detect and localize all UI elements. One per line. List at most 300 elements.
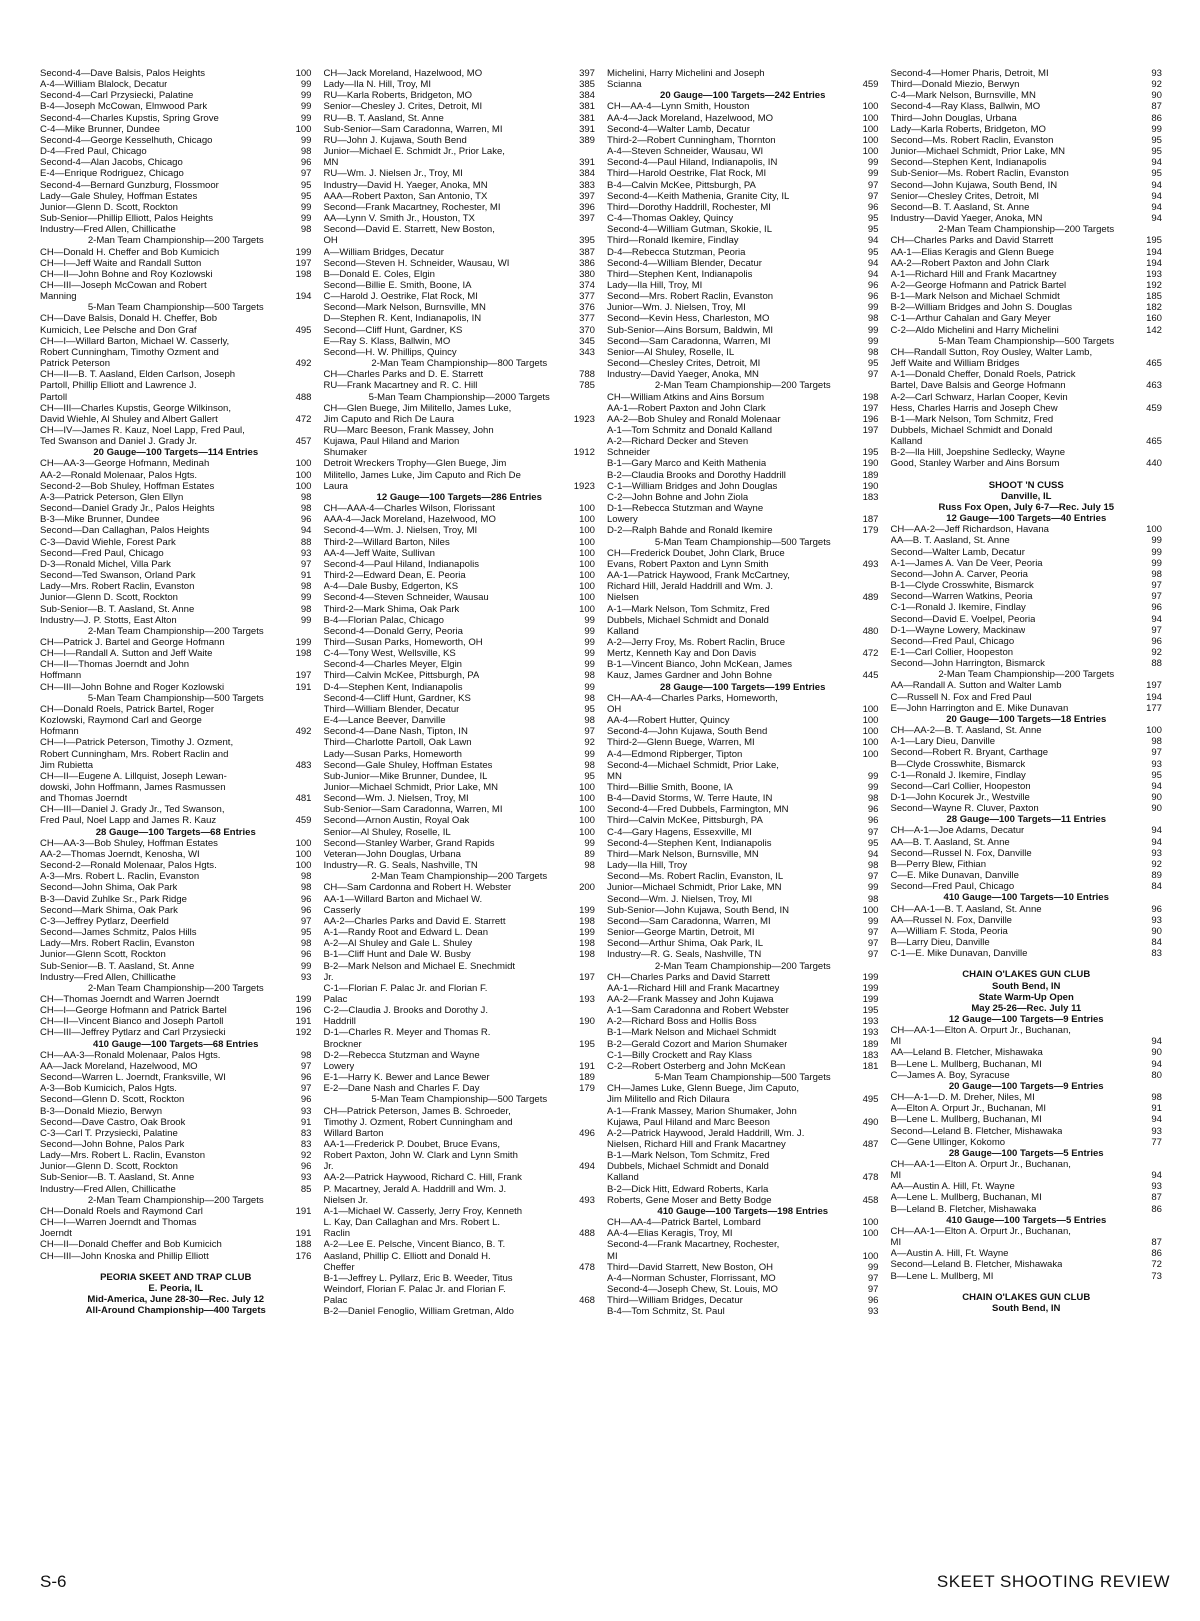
result-entry: AA—Austin A. Hill, Ft. Wayne bbox=[890, 1181, 1015, 1193]
result-entry: AA-4—Robert Hutter, Quincy bbox=[607, 715, 730, 727]
result-row bbox=[607, 514, 879, 525]
result-row bbox=[607, 1094, 879, 1105]
result-row bbox=[40, 224, 312, 235]
result-entry: Sub-Senior—John Kujawa, South Bend, IN bbox=[607, 904, 790, 916]
result-score: 97 bbox=[300, 1060, 312, 1072]
result-score: 345 bbox=[579, 335, 595, 347]
result-score: 93 bbox=[1151, 68, 1162, 79]
result-row bbox=[607, 269, 879, 280]
result-score: 88 bbox=[1151, 658, 1162, 670]
result-entry: E-4—Lance Beever, Danville bbox=[323, 715, 446, 727]
result-entry: C-1—E. Mike Dunavan, Danville bbox=[890, 948, 1028, 960]
result-row bbox=[40, 882, 312, 893]
result-score: 377 bbox=[579, 313, 595, 325]
result-score: 96 bbox=[300, 904, 312, 916]
result-score: 99 bbox=[867, 1261, 879, 1273]
result-row bbox=[40, 135, 312, 146]
event-heading: 410 Gauge—100 Targets—5 Entries bbox=[946, 1214, 1107, 1226]
result-row bbox=[891, 1103, 1163, 1114]
result-score: 94 bbox=[1151, 201, 1162, 213]
result-entry: A-3—Patrick Peterson, Glen Ellyn bbox=[40, 491, 184, 503]
result-text-line: CH—AA-4—Charles Parks, Homeworth, bbox=[607, 692, 778, 704]
result-score: 493 bbox=[579, 1194, 595, 1206]
result-score: 100 bbox=[862, 101, 879, 113]
result-entry: Kalland bbox=[607, 625, 639, 637]
result-score: 84 bbox=[1151, 881, 1162, 893]
result-text-line: P. Macartney, Jerald A. Haddrill and Wm. J. bbox=[323, 1183, 507, 1195]
result-entry: Sub-Senior—B. T. Aasland, St. Anne bbox=[40, 960, 195, 972]
result-text-line: L. Kay, Dan Callaghan and Mrs. Robert L. bbox=[323, 1217, 501, 1229]
result-row bbox=[607, 916, 879, 927]
result-row bbox=[40, 849, 312, 860]
result-entry: Third—John Douglas, Urbana bbox=[890, 112, 1017, 124]
result-entry: B-1—Gary Marco and Keith Mathenia bbox=[607, 458, 767, 470]
result-score: 95 bbox=[300, 190, 312, 202]
result-row bbox=[891, 580, 1163, 591]
result-row bbox=[40, 1061, 312, 1072]
result-entry: Third—Harold Oestrike, Flat Rock, MI bbox=[607, 168, 767, 180]
result-entry: Lowery bbox=[323, 1060, 355, 1072]
result-score: 199 bbox=[579, 904, 595, 916]
result-row bbox=[324, 503, 596, 514]
result-entry: CH—III—John Knoska and Phillip Elliott bbox=[40, 1250, 209, 1262]
result-row bbox=[324, 380, 596, 391]
result-entry: CH—AA-1—B. T. Aasland, St. Anne bbox=[890, 903, 1042, 915]
result-row bbox=[324, 637, 596, 648]
result-entry: Third—Dorothy Haddrill, Rochester, MI bbox=[607, 201, 771, 213]
result-row bbox=[40, 258, 312, 269]
result-entry: AA—B. T. Aasland, St. Anne bbox=[890, 535, 1010, 547]
result-entry: RU—John J. Kujawa, South Bend bbox=[323, 134, 467, 146]
result-entry: CH—Charles Parks and David Starrett bbox=[607, 971, 770, 983]
result-score: 92 bbox=[1151, 858, 1162, 870]
result-score: 191 bbox=[295, 1016, 312, 1028]
result-row bbox=[324, 514, 596, 525]
result-row bbox=[40, 670, 312, 681]
result-text-line: AA-1—Willard Barton and Michael W. bbox=[323, 893, 483, 905]
result-entry: Cheffer bbox=[323, 1261, 355, 1273]
result-text-line: Second—David E. Starrett, New Boston, bbox=[323, 224, 495, 236]
result-row bbox=[40, 938, 312, 949]
result-score: 343 bbox=[579, 346, 595, 358]
result-entry: Second—Mark Shima, Oak Park bbox=[40, 904, 178, 916]
result-entry: A-2—Al Shuley and Gale L. Shuley bbox=[323, 938, 473, 950]
result-entry: Second-4—Fred Dubbels, Farmington, MN bbox=[607, 804, 789, 816]
result-text-line: Detroit Wreckers Trophy—Glen Buege, Jim bbox=[323, 458, 507, 470]
result-row bbox=[40, 860, 312, 871]
result-text-line: A-2—Lee E. Pelsche, Vincent Bianco, B. T. bbox=[323, 1239, 506, 1251]
column-2 bbox=[324, 68, 596, 1548]
result-score: 95 bbox=[867, 213, 879, 225]
result-row bbox=[607, 291, 879, 302]
result-row bbox=[891, 280, 1163, 291]
result-row bbox=[324, 916, 596, 927]
result-entry: Second-4—Homer Pharis, Detroit, MI bbox=[890, 68, 1049, 79]
result-text-line: CH—AA-1—Elton A. Orpurt Jr., Buchanan, bbox=[890, 1225, 1071, 1237]
result-entry: C-4—Thomas Oakley, Quincy bbox=[607, 213, 734, 225]
result-entry: Second—Fred Paul, Chicago bbox=[890, 635, 1015, 647]
result-text-line: CH—Donald Roels, Patrick Bartel, Roger bbox=[40, 703, 215, 715]
result-row bbox=[891, 458, 1163, 469]
result-score: 96 bbox=[867, 1295, 879, 1307]
result-entry: A-1—Lary Dieu, Danville bbox=[890, 736, 996, 748]
result-entry: Second-4—Dane Nash, Tipton, IN bbox=[323, 726, 468, 738]
result-score: 100 bbox=[295, 480, 312, 492]
result-row bbox=[607, 458, 879, 469]
result-entry: Second—Warren Watkins, Peoria bbox=[890, 591, 1033, 603]
result-row bbox=[891, 1114, 1163, 1125]
result-entry: Second-4—Bernard Gunzburg, Flossmoor bbox=[40, 179, 219, 191]
result-score: 98 bbox=[300, 882, 312, 894]
event-heading: Mid-America, June 28-30—Rec. July 12 bbox=[87, 1294, 265, 1306]
result-row bbox=[607, 1217, 879, 1228]
result-score: 97 bbox=[1151, 580, 1162, 592]
result-score: 99 bbox=[584, 837, 595, 849]
result-entry: RU—Frank Macartney and R. C. Hill bbox=[323, 380, 478, 392]
result-text-line: CH—III—Joseph McCowan and Robert bbox=[40, 279, 207, 291]
result-score: 90 bbox=[1151, 792, 1162, 803]
result-row bbox=[324, 972, 596, 983]
result-entry: Second—John Kujawa, South Bend, IN bbox=[890, 179, 1058, 191]
result-row bbox=[607, 414, 879, 425]
result-entry: Second—Leland B. Fletcher, Mishawaka bbox=[890, 1259, 1063, 1271]
result-row bbox=[324, 525, 596, 536]
result-score: 100 bbox=[295, 837, 312, 849]
result-row bbox=[40, 905, 312, 916]
result-score: 97 bbox=[300, 915, 312, 927]
result-score: 1912 bbox=[573, 447, 595, 459]
result-row bbox=[607, 336, 879, 347]
result-row bbox=[40, 392, 312, 403]
result-score: 77 bbox=[1151, 1136, 1162, 1148]
result-row bbox=[40, 604, 312, 615]
result-score: 94 bbox=[1151, 179, 1162, 191]
result-score: 190 bbox=[862, 480, 879, 492]
result-score: 97 bbox=[867, 871, 879, 883]
result-row bbox=[891, 881, 1163, 892]
result-score: 94 bbox=[1151, 1036, 1162, 1048]
result-entry: C-1—Arthur Cahalan and Gary Meyer bbox=[890, 313, 1051, 325]
result-entry: B—Perry Blew, Fithian bbox=[890, 858, 987, 870]
result-entry: Second—Leland B. Fletcher, Mishawaka bbox=[890, 1125, 1063, 1137]
result-row bbox=[891, 747, 1163, 758]
result-score: 98 bbox=[867, 313, 879, 325]
result-text-line: AA-1—Patrick Haywood, Frank McCartney, bbox=[607, 570, 790, 582]
result-row bbox=[40, 1150, 312, 1161]
result-entry: Mertz, Kenneth Kay and Don Davis bbox=[607, 648, 757, 660]
result-row bbox=[324, 771, 596, 782]
result-row bbox=[40, 157, 312, 168]
result-score: 189 bbox=[579, 1072, 595, 1084]
result-score: 98 bbox=[1151, 736, 1162, 748]
result-entry: B—Larry Dieu, Danville bbox=[890, 937, 990, 949]
result-text-line: A-1—Mark Nelson, Tom Schmitz, Fred bbox=[607, 603, 770, 615]
result-entry: Second—Ms. Robert Raclin, Evanston, IL bbox=[607, 871, 784, 883]
result-entry: Senior—Al Shuley, Roselle, IL bbox=[607, 346, 735, 358]
result-entry: Second-4—George Kesselhuth, Chicago bbox=[40, 134, 213, 146]
result-row bbox=[324, 1072, 596, 1083]
result-entry: D-3—Ronald Michel, Villa Park bbox=[40, 558, 171, 570]
result-score: 100 bbox=[1146, 725, 1162, 737]
result-score: 100 bbox=[579, 581, 595, 593]
result-entry: Second-4—William Blender, Decatur bbox=[607, 257, 762, 269]
result-row bbox=[891, 380, 1163, 391]
result-text-line: Weindorf, Florian F. Palac Jr. and Florian F. bbox=[323, 1284, 506, 1296]
result-row bbox=[891, 781, 1163, 792]
result-entry: Lady—Ila Hill, Troy bbox=[607, 860, 688, 872]
club-heading: CHAIN O'LAKES GUN CLUB bbox=[962, 969, 1091, 981]
result-score: 396 bbox=[579, 201, 595, 213]
result-entry: AA-2—Robert Paxton and John Clark bbox=[890, 257, 1050, 269]
result-score: 478 bbox=[862, 1172, 879, 1184]
result-score: 181 bbox=[862, 1060, 879, 1072]
result-row bbox=[607, 972, 879, 983]
result-score: 99 bbox=[867, 324, 879, 336]
result-score: 95 bbox=[300, 179, 312, 191]
result-entry: Second—Mark Nelson, Burnsville, MN bbox=[323, 302, 486, 314]
result-score: 92 bbox=[300, 1150, 312, 1162]
result-row bbox=[607, 559, 879, 570]
result-row bbox=[40, 1005, 312, 1016]
result-entry: A-1—Tom Schmitz and Donald Kalland bbox=[607, 425, 773, 436]
result-entry: B-4—Calvin McKee, Pittsburgh, PA bbox=[607, 179, 756, 191]
result-score: 80 bbox=[1151, 1069, 1162, 1081]
result-score: 788 bbox=[579, 369, 595, 381]
result-score: 384 bbox=[579, 168, 595, 180]
result-row bbox=[891, 90, 1163, 101]
result-entry: CH—Thomas Joerndt and Warren Joerndt bbox=[40, 993, 219, 1005]
result-row bbox=[40, 916, 312, 927]
result-entry: Second—Ms. Robert Raclin, Evanston bbox=[890, 134, 1054, 146]
result-text-line: CH—III—Daniel J. Grady Jr., Ted Swanson, bbox=[40, 804, 225, 816]
result-row bbox=[891, 213, 1163, 224]
result-score: 97 bbox=[867, 938, 879, 950]
result-text-line: Dubbels, Michael Schmidt and Donald bbox=[890, 425, 1053, 436]
result-score: 488 bbox=[579, 1228, 595, 1240]
result-score: 99 bbox=[584, 636, 595, 648]
result-row bbox=[607, 771, 879, 782]
result-row bbox=[891, 146, 1163, 157]
result-row bbox=[891, 937, 1163, 948]
result-score: 193 bbox=[862, 1027, 879, 1039]
result-score: 483 bbox=[295, 759, 312, 771]
result-entry: Lady—Ila N. Hill, Troy, MI bbox=[323, 79, 432, 91]
result-text-line: Kozlowski, Raymond Carl and George bbox=[40, 715, 202, 727]
result-score: 98 bbox=[300, 581, 312, 593]
result-score: 198 bbox=[579, 949, 595, 961]
result-score: 97 bbox=[867, 826, 879, 838]
result-entry: Evans, Robert Paxton and Lynn Smith bbox=[607, 558, 769, 570]
result-row bbox=[891, 569, 1163, 580]
result-row bbox=[40, 548, 312, 559]
result-entry: CH—II—Donald Cheffer and Bob Kumicich bbox=[40, 1239, 222, 1251]
result-score: 98 bbox=[300, 603, 312, 615]
result-entry: Sub-Senior—B. T. Aasland, St. Anne bbox=[40, 1172, 195, 1184]
result-score: 99 bbox=[300, 101, 312, 113]
result-score: 98 bbox=[300, 146, 312, 158]
result-row bbox=[607, 1228, 879, 1239]
result-score: 97 bbox=[1151, 747, 1162, 759]
result-row bbox=[891, 302, 1163, 313]
result-row bbox=[40, 291, 312, 302]
result-text-line: CH—AA-1—Elton A. Orpurt Jr., Buchanan, bbox=[890, 1025, 1071, 1037]
result-entry: Sub-Senior—Ains Borsum, Baldwin, MI bbox=[607, 324, 774, 336]
result-entry: B—Donald E. Coles, Elgin bbox=[323, 268, 435, 280]
result-entry: CH—Jack Moreland, Hazelwood, MO bbox=[323, 68, 483, 79]
result-row bbox=[40, 682, 312, 693]
result-row bbox=[324, 1195, 596, 1206]
result-score: 96 bbox=[867, 279, 879, 291]
result-score: 397 bbox=[579, 190, 595, 202]
result-score: 94 bbox=[1151, 825, 1162, 837]
result-score: 92 bbox=[584, 737, 595, 749]
event-heading: South Bend, IN bbox=[992, 1302, 1061, 1314]
event-heading: Danville, IL bbox=[1001, 490, 1052, 502]
result-score: 100 bbox=[579, 503, 595, 515]
result-score: 98 bbox=[300, 938, 312, 950]
result-row bbox=[607, 1273, 879, 1284]
result-entry: AA-1—Robert Paxton and John Clark bbox=[607, 402, 766, 414]
result-entry: C-2—Aldo Michelini and Harry Michelini bbox=[890, 324, 1059, 336]
result-entry: Jr. bbox=[323, 1161, 334, 1173]
result-entry: D-1—John Kocurek Jr., Westville bbox=[890, 792, 1030, 803]
result-score: 495 bbox=[295, 324, 312, 336]
result-row bbox=[891, 1126, 1163, 1137]
result-score: 100 bbox=[862, 1250, 879, 1262]
result-row bbox=[40, 213, 312, 224]
result-entry: B-1—Mark Nelson and Michael Schmidt bbox=[607, 1027, 777, 1039]
result-text-line: B-2—Daniel Fenoglio, William Gretman, Aldo bbox=[323, 1306, 514, 1318]
result-row bbox=[607, 1117, 879, 1128]
result-score: 179 bbox=[579, 1083, 595, 1095]
result-row bbox=[324, 782, 596, 793]
result-row bbox=[40, 414, 312, 425]
result-row bbox=[324, 1039, 596, 1050]
result-row bbox=[40, 481, 312, 492]
result-score: 98 bbox=[300, 871, 312, 883]
result-row bbox=[40, 793, 312, 804]
result-row bbox=[891, 1248, 1163, 1259]
result-score: 440 bbox=[1146, 458, 1162, 470]
result-score: 189 bbox=[862, 469, 879, 481]
result-score: 386 bbox=[579, 257, 595, 269]
result-entry: A-4—Norman Schuster, Florrissant, MO bbox=[607, 1272, 776, 1284]
result-score: 93 bbox=[1151, 914, 1162, 926]
result-score: 94 bbox=[1151, 613, 1162, 625]
event-heading: 12 Gauge—100 Targets—40 Entries bbox=[946, 513, 1107, 525]
result-entry: Second—Sam Caradonna, Warren, MI bbox=[607, 915, 771, 927]
result-score: 488 bbox=[295, 391, 312, 403]
result-row bbox=[891, 948, 1163, 959]
result-row bbox=[607, 1251, 879, 1262]
result-row bbox=[891, 269, 1163, 280]
result-text-line: A-1—Michael W. Casserly, Jerry Froy, Kenneth bbox=[323, 1205, 523, 1217]
result-row bbox=[40, 1083, 312, 1094]
result-entry: D-4—Rebecca Stutzman, Peoria bbox=[607, 246, 746, 258]
result-row bbox=[40, 113, 312, 124]
result-row bbox=[40, 637, 312, 648]
result-entry: Third—Ronald Ikemire, Findlay bbox=[607, 235, 739, 247]
result-row bbox=[891, 291, 1163, 302]
result-row bbox=[40, 1117, 312, 1128]
result-score: 72 bbox=[1151, 1259, 1162, 1271]
result-score: 99 bbox=[867, 168, 879, 180]
result-score: 100 bbox=[862, 112, 879, 124]
result-score: 96 bbox=[1151, 903, 1162, 915]
result-entry: Kujawa, Paul Hiland and Marc Beeson bbox=[607, 1116, 770, 1128]
result-score: 98 bbox=[300, 503, 312, 515]
result-score: 90 bbox=[1151, 1047, 1162, 1059]
result-row bbox=[607, 737, 879, 748]
result-row bbox=[891, 436, 1163, 447]
result-row bbox=[324, 90, 596, 101]
result-row bbox=[607, 180, 879, 191]
result-score: 395 bbox=[579, 235, 595, 247]
result-entry: Second-4—Donald Gerry, Peoria bbox=[323, 625, 463, 637]
result-entry: Third-2—Edward Dean, E. Peoria bbox=[323, 570, 466, 582]
result-row bbox=[324, 1161, 596, 1172]
result-score: 465 bbox=[1146, 358, 1162, 370]
result-row bbox=[891, 157, 1163, 168]
result-score: 89 bbox=[1151, 870, 1162, 882]
team-event-heading: 2-Man Team Championship—200 Targets bbox=[87, 982, 264, 994]
result-entry: MN bbox=[607, 770, 622, 782]
result-entry: CH—Patrick J. Bartel and George Hofmann bbox=[40, 636, 225, 648]
result-row bbox=[891, 68, 1163, 79]
result-entry: A-4—Steven Schneider, Wausau, WI bbox=[607, 146, 764, 158]
result-score: 93 bbox=[1151, 847, 1162, 859]
result-row bbox=[607, 325, 879, 336]
result-row bbox=[324, 180, 596, 191]
result-entry: CH—AA-3—Ronald Molenaar, Palos Hgts. bbox=[40, 1049, 221, 1061]
result-row bbox=[324, 615, 596, 626]
result-entry: B—Lene L. Mullberg, Buchanan, MI bbox=[890, 1058, 1042, 1070]
result-row bbox=[891, 1204, 1163, 1215]
result-entry: Second—Arnon Austin, Royal Oak bbox=[323, 815, 470, 827]
result-score: 94 bbox=[867, 235, 879, 247]
event-heading: South Bend, IN bbox=[992, 980, 1061, 992]
result-text-line: A-2—Carl Schwarz, Harlan Cooper, Kevin bbox=[890, 391, 1068, 403]
result-entry: B-1—Mark Nelson and Michael Schmidt bbox=[890, 291, 1060, 303]
result-score: 198 bbox=[862, 391, 879, 403]
result-row bbox=[40, 1027, 312, 1038]
result-score: 196 bbox=[295, 1005, 312, 1017]
result-row bbox=[891, 535, 1163, 546]
result-entry: CH—Donald H. Cheffer and Bob Kumicich bbox=[40, 246, 220, 258]
result-entry: Second-4—Steven Schneider, Wausau bbox=[323, 592, 489, 604]
result-entry: CH—AA-2—B. T. Aasland, St. Anne bbox=[890, 725, 1042, 737]
magazine-name: SKEET SHOOTING REVIEW bbox=[936, 1572, 1170, 1591]
result-score: 458 bbox=[862, 1194, 879, 1206]
result-text-line: CH—Patrick Peterson, James B. Schroeder, bbox=[323, 1105, 511, 1117]
event-heading: 28 Gauge—100 Targets—11 Entries bbox=[946, 814, 1107, 826]
result-entry: Palac bbox=[323, 1295, 348, 1307]
result-row bbox=[607, 313, 879, 324]
result-text-line: AA-1—Frederick P. Doubet, Bruce Evans, bbox=[323, 1139, 501, 1150]
result-entry: Second-4—John Kujawa, South Bend bbox=[607, 726, 768, 738]
result-score: 94 bbox=[1151, 780, 1162, 792]
result-score: 383 bbox=[579, 179, 595, 191]
result-row bbox=[40, 68, 312, 79]
result-entry: CH—Donald Roels and Raymond Carl bbox=[40, 1205, 203, 1217]
result-entry: Hofmann bbox=[40, 726, 79, 738]
result-score: 100 bbox=[295, 68, 312, 79]
result-score: 95 bbox=[867, 246, 879, 258]
result-entry: Second—James Schmitz, Palos Hills bbox=[40, 927, 197, 939]
result-row bbox=[891, 658, 1163, 669]
result-entry: CH—II—Vincent Bianco and Joseph Partoll bbox=[40, 1016, 224, 1028]
result-score: 99 bbox=[867, 335, 879, 347]
